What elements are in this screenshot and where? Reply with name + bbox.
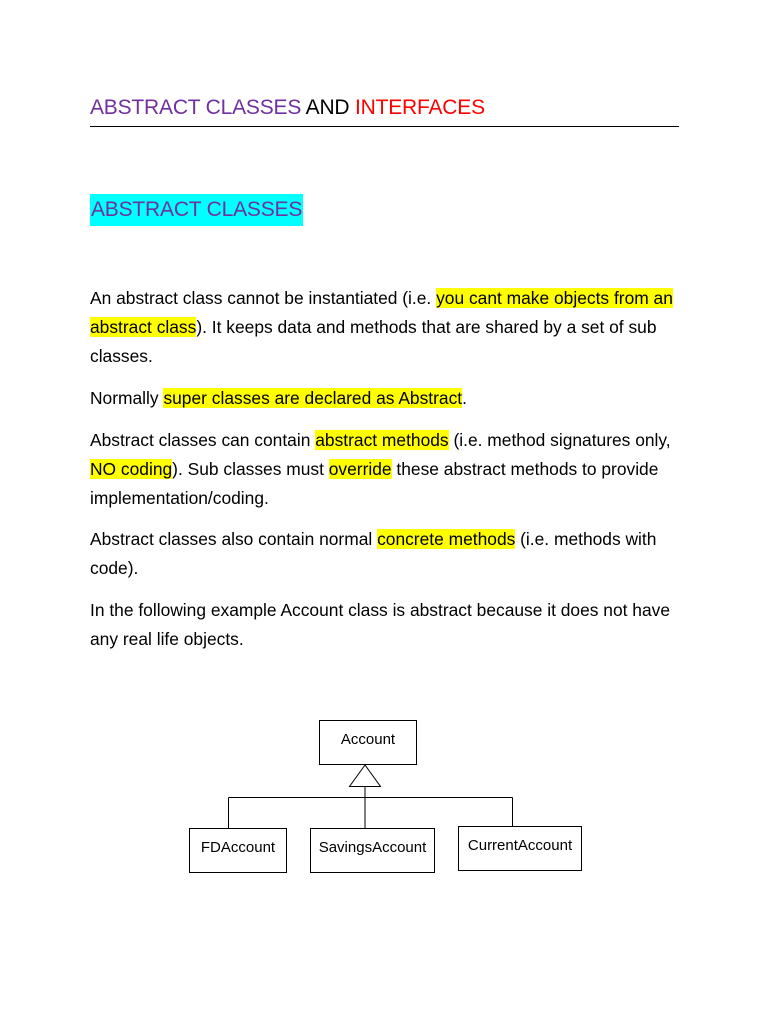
p3-text-c: (i.e. method signatures only, bbox=[448, 430, 671, 450]
title-interfaces: INTERFACES bbox=[355, 96, 485, 119]
p1-highlight: you cant make objects from an abstract class bbox=[90, 288, 673, 337]
p1-text-c: ). It keeps data and methods that are shared by a set of sub classes. bbox=[90, 317, 657, 366]
p1-text-a: An abstract class cannot be instantiated (i.e. bbox=[90, 288, 437, 308]
p4-text-a: Abstract classes also contain normal bbox=[90, 529, 378, 549]
section-heading: ABSTRACT CLASSES bbox=[90, 194, 303, 226]
p4-highlight: concrete methods bbox=[377, 529, 516, 549]
fdaccount-class-label: FDAccount bbox=[200, 839, 276, 856]
p2-highlight: super classes are declared as Abstract bbox=[163, 388, 463, 408]
savingsaccount-class-label: SavingsAccount bbox=[318, 839, 427, 856]
p2-text-c: . bbox=[462, 388, 467, 408]
p3-text-a: Abstract classes can contain bbox=[90, 430, 316, 450]
p3-highlight-no-coding: NO coding bbox=[90, 459, 173, 479]
inheritance-arrow bbox=[350, 765, 381, 787]
title-and: AND bbox=[301, 96, 356, 119]
p3-text-g: these abstract methods to provide implementation/coding. bbox=[90, 459, 659, 508]
p3-highlight-abstract-methods: abstract methods bbox=[315, 430, 449, 450]
p3-highlight-override: override bbox=[328, 459, 392, 479]
p5-text: In the following example Account class is abstract because it does not have any real life objects. bbox=[90, 600, 671, 649]
account-class-label: Account bbox=[340, 731, 396, 748]
title-abstract-classes: ABSTRACT CLASSES bbox=[90, 96, 302, 119]
p4-text-c: (i.e. methods with code). bbox=[90, 529, 657, 578]
currentaccount-class-label: CurrentAccount bbox=[467, 837, 573, 854]
p2-text-a: Normally bbox=[90, 388, 164, 408]
p3-text-e: ). Sub classes must bbox=[172, 459, 329, 479]
